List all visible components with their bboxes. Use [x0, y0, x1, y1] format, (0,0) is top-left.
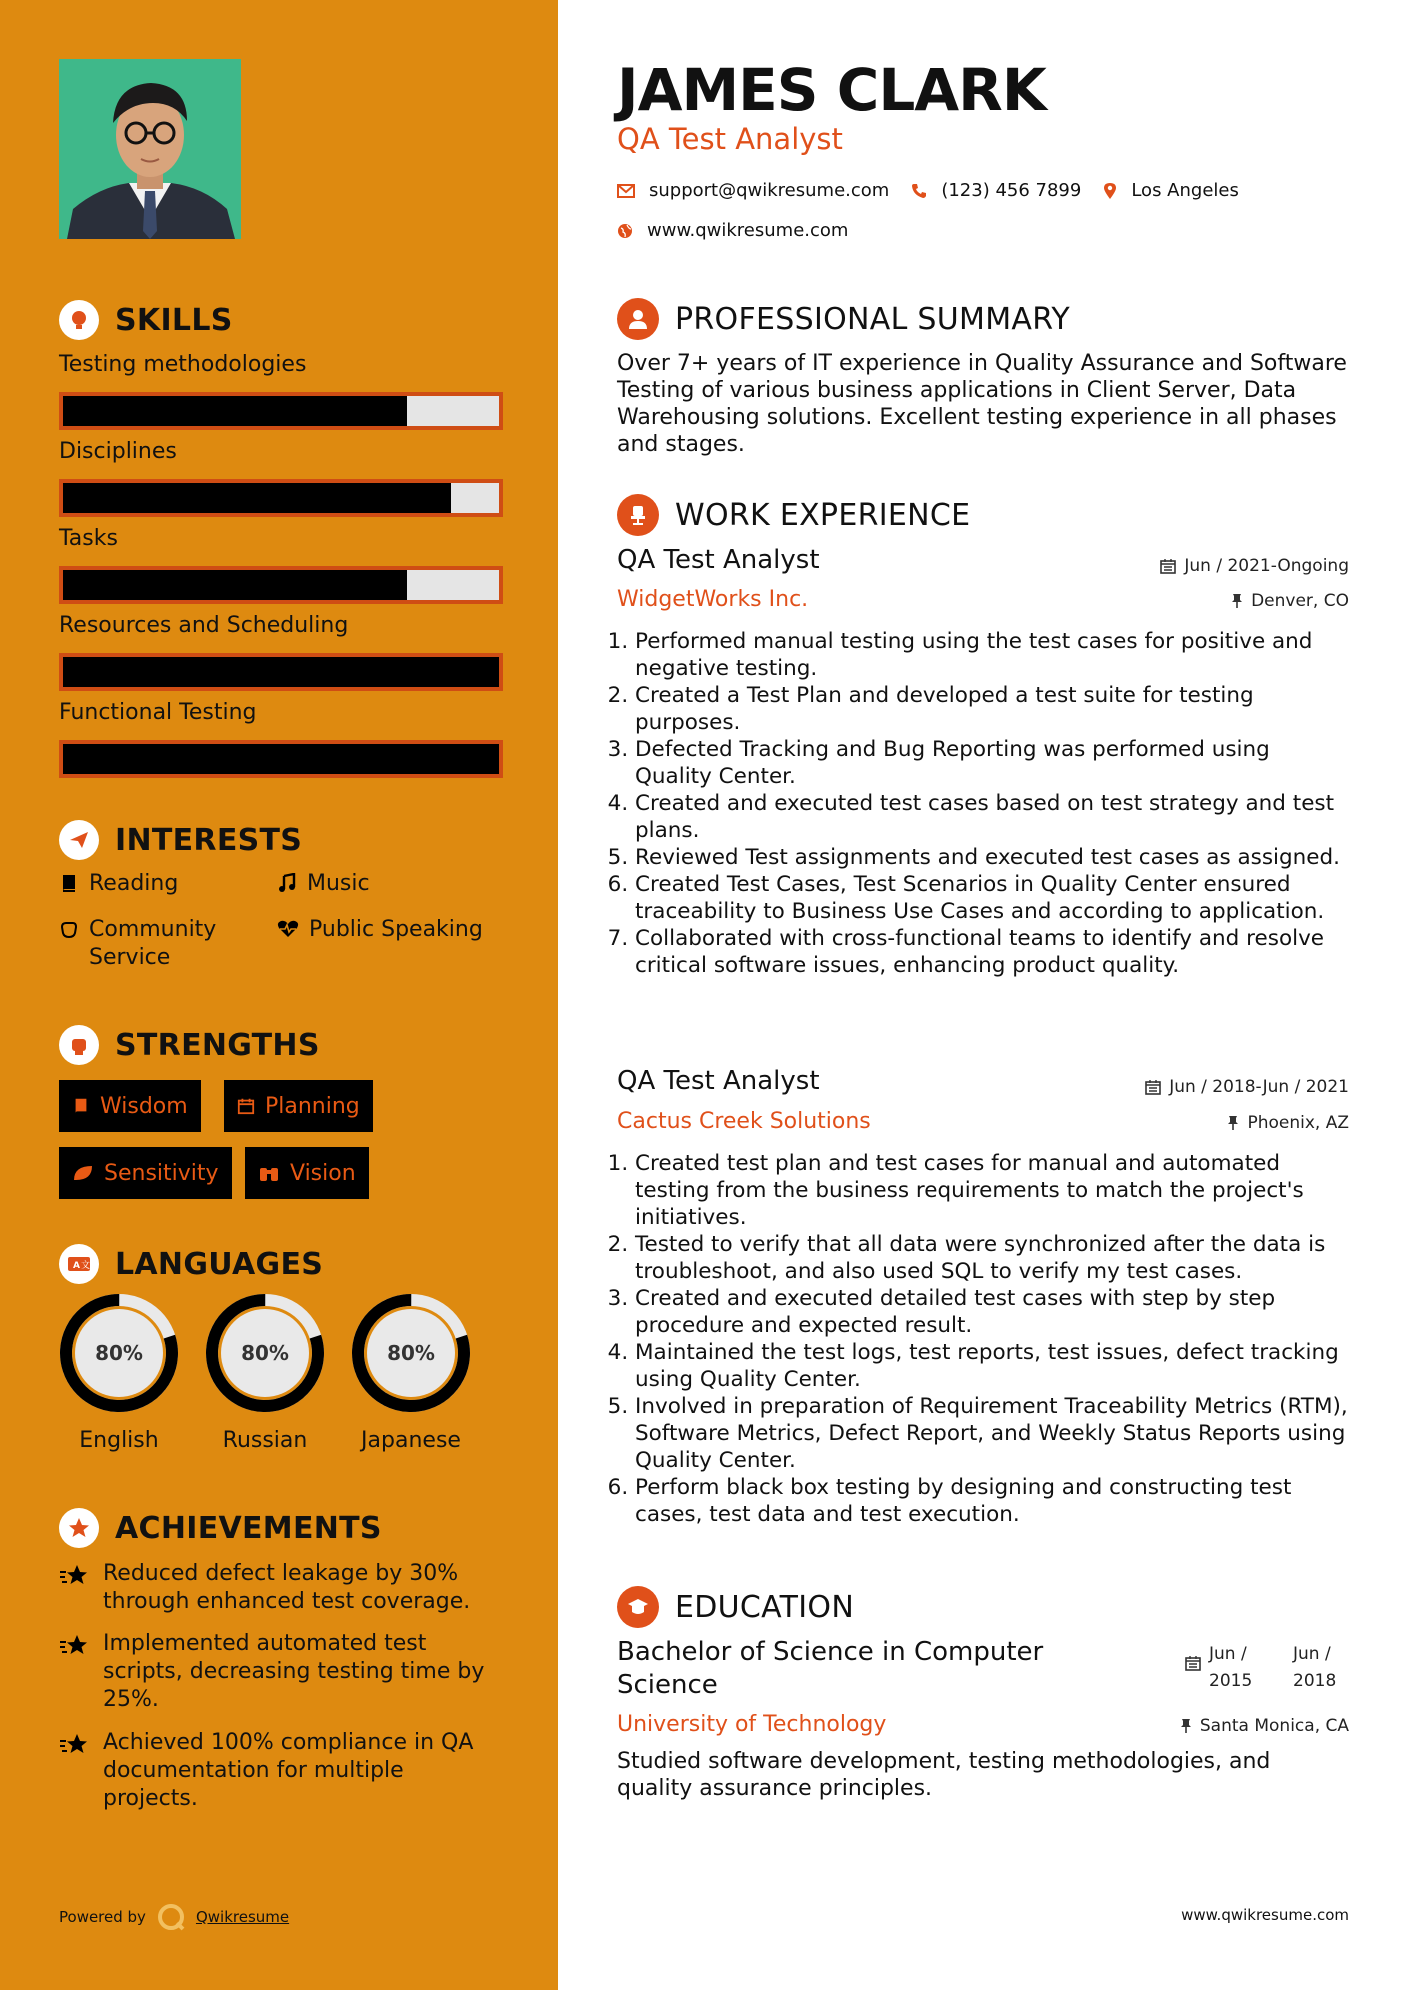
strength-tag: [245, 1147, 369, 1199]
skill-name: Disciplines: [59, 439, 177, 464]
pushpin-icon: [1180, 1718, 1192, 1734]
candidate-name: JAMES CLARK: [617, 56, 1046, 124]
binoculars-icon: [258, 1164, 280, 1182]
skill-bar: [59, 653, 503, 691]
skill-fill: [63, 744, 499, 774]
paper-plane-icon: [59, 820, 99, 860]
language-percent: 80%: [387, 1341, 435, 1365]
language-name: Russian: [222, 1428, 308, 1453]
skill-bar: [59, 740, 503, 778]
star-icon: [59, 1634, 91, 1658]
skill-item: [59, 352, 503, 430]
contact-phone[interactable]: (123) 456 7899: [941, 180, 1082, 201]
job-bullet: 1. Performed manual testing using the test cases for positive and negative testing.: [635, 628, 1349, 682]
interests-title: INTERESTS: [115, 822, 303, 858]
company-name: WidgetWorks Inc.: [617, 587, 809, 612]
skill-fill: [63, 396, 407, 426]
strength-label: Wisdom: [100, 1093, 188, 1119]
skill-fill: [63, 570, 407, 600]
globe-icon: [617, 223, 633, 239]
powered-by-label: Powered by: [59, 1908, 146, 1926]
envelope-icon: [617, 184, 635, 198]
job-location: [1231, 591, 1349, 611]
language-percent: 80%: [95, 1341, 143, 1365]
job-bullets: [617, 1150, 1349, 1528]
education-description: Studied software development, testing methodologies, and quality assurance principles.: [617, 1749, 1271, 1801]
language-name: English: [79, 1428, 159, 1453]
skill-item: [59, 700, 503, 778]
calendar-icon: [1145, 1079, 1161, 1095]
powered-by: [59, 1902, 289, 1932]
phone-icon: [911, 183, 927, 199]
contact-email[interactable]: support@qwikresume.com: [649, 180, 890, 201]
languages-heading: [59, 1244, 323, 1284]
strength-tag: [224, 1080, 373, 1132]
job-bullet: 5. Involved in preparation of Requirement Traceability Metrics (RTM), Software Metrics, Defect Report, and Weekly Status Reports using Quality Center.: [635, 1393, 1349, 1474]
interest-label: Community Service: [89, 917, 217, 970]
job-dates: [1145, 1077, 1349, 1097]
job-dates-text: Jun / 2018-Jun / 2021: [1169, 1077, 1349, 1097]
office-chair-icon: [617, 494, 659, 536]
skill-item: [59, 526, 503, 604]
pushpin-icon: [1227, 1115, 1239, 1131]
degree-title: Bachelor of Science in Computer Science: [617, 1637, 1044, 1700]
skill-name: Tasks: [59, 526, 118, 551]
education-location: [1180, 1716, 1349, 1736]
strength-label: Sensitivity: [104, 1160, 219, 1186]
job-dates: [1160, 556, 1349, 576]
job-bullet: 2. Tested to verify that all data were synchronized after the data is troubleshoot, and also used SQL to verify my test cases.: [635, 1231, 1349, 1285]
interest-item: [277, 916, 483, 944]
job-title: QA Test Analyst: [617, 545, 820, 575]
education-title: EDUCATION: [675, 1589, 855, 1625]
job-bullet: 6. Created Test Cases, Test Scenarios in Quality Center ensured traceability to Business Use Cases and according to application.: [635, 871, 1349, 925]
education-dates: [1185, 1641, 1349, 1695]
achievement-item: [59, 1630, 499, 1714]
achievement-text: Reduced defect leakage by 30% through enhanced test coverage.: [103, 1561, 471, 1614]
calendar-icon: [1185, 1655, 1201, 1671]
star-icon: [59, 1733, 91, 1757]
summary-title: PROFESSIONAL SUMMARY: [675, 301, 1071, 337]
achievement-item: [59, 1560, 499, 1616]
education-location-text: Santa Monica, CA: [1199, 1716, 1349, 1736]
job-location-text: Phoenix, AZ: [1247, 1113, 1349, 1133]
skill-name: Testing methodologies: [59, 352, 307, 377]
skill-item: [59, 439, 503, 517]
calendar-icon: [237, 1097, 255, 1115]
company-name: Cactus Creek Solutions: [617, 1109, 871, 1134]
strength-tag: [59, 1080, 201, 1132]
book-icon: [72, 1097, 90, 1115]
svg-text:文: 文: [81, 1261, 91, 1271]
skill-fill: [63, 657, 499, 687]
website-row: [617, 220, 848, 241]
language-name: Japanese: [361, 1428, 461, 1453]
job-bullet: 7. Collaborated with cross-functional teams to identify and resolve critical software issues, enhancing product quality.: [635, 925, 1349, 979]
star-icon: [59, 1564, 91, 1588]
language-item: [204, 1292, 326, 1453]
language-icon: [59, 1244, 99, 1284]
pushpin-icon: [1231, 593, 1243, 609]
job-dates-text: Jun / 2021-Ongoing: [1184, 556, 1349, 576]
skills-heading: [59, 300, 233, 340]
interests-heading: [59, 820, 302, 860]
school-name: University of Technology: [617, 1712, 887, 1737]
job-title: QA Test Analyst: [617, 1066, 820, 1096]
interest-item: [59, 870, 178, 898]
strengths-heading: [59, 1025, 320, 1065]
map-pin-icon: [1103, 182, 1117, 200]
strength-label: Vision: [290, 1160, 356, 1186]
job-bullets: [617, 628, 1349, 979]
fist-icon: [59, 1025, 99, 1065]
language-item: [350, 1292, 472, 1453]
job-bullet: 3. Defected Tracking and Bug Reporting was performed using Quality Center.: [635, 736, 1349, 790]
interest-label: Music: [307, 871, 370, 896]
graduation-icon: [617, 1586, 659, 1628]
education-heading: [617, 1586, 854, 1628]
job-bullet: 6. Perform black box testing by designing and constructing test cases, test data and test execution.: [635, 1474, 1349, 1528]
footer-url[interactable]: www.qwikresume.com: [1181, 1906, 1349, 1924]
job-location: [1227, 1113, 1349, 1133]
experience-title: WORK EXPERIENCE: [675, 497, 971, 533]
language-percent: 80%: [241, 1341, 289, 1365]
languages-title: LANGUAGES: [115, 1246, 324, 1282]
education-end: Jun / 2018: [1293, 1644, 1337, 1691]
job-bullet: 4. Maintained the test logs, test reports, test issues, defect tracking using Quality Center.: [635, 1339, 1349, 1393]
skill-fill: [63, 483, 451, 513]
interest-label: Reading: [89, 871, 179, 896]
job-bullet: 3. Created and executed detailed test cases with step by step procedure and expected result.: [635, 1285, 1349, 1339]
interest-item: [277, 870, 370, 898]
strength-tag: [59, 1147, 232, 1199]
interest-item: [59, 916, 249, 972]
calendar-icon: [1160, 558, 1176, 574]
summary-text: Over 7+ years of IT experience in Quality Assurance and Software Testing of various business applications in Client Server, Data Warehousing solutions. Excellent testing experience in all phases and stages.: [617, 351, 1347, 457]
skill-bar: [59, 479, 503, 517]
strength-label: Planning: [265, 1093, 360, 1119]
job-bullet: 5. Reviewed Test assignments and executed test cases as assigned.: [635, 844, 1349, 871]
achievement-text: Implemented automated test scripts, decreasing testing time by 25%.: [103, 1631, 485, 1712]
achievements-heading: [59, 1508, 382, 1548]
lightbulb-icon: [59, 300, 99, 340]
sidebar: [0, 0, 558, 1990]
book-icon: [59, 873, 79, 893]
job-bullet: 2. Created a Test Plan and developed a test suite for testing purposes.: [635, 682, 1349, 736]
leaf-icon: [72, 1164, 94, 1182]
skill-item: [59, 613, 503, 691]
skill-name: Resources and Scheduling: [59, 613, 349, 638]
job-bullet: 4. Created and executed test cases based on test strategy and test plans.: [635, 790, 1349, 844]
contact-website[interactable]: www.qwikresume.com: [647, 220, 849, 241]
job-location-text: Denver, CO: [1251, 591, 1349, 611]
education-start: Jun / 2015: [1209, 1644, 1253, 1691]
experience-heading: [617, 494, 970, 536]
star-icon: [59, 1508, 99, 1548]
skill-name: Functional Testing: [59, 700, 257, 725]
interest-label: Public Speaking: [309, 917, 483, 942]
candidate-role: QA Test Analyst: [617, 122, 843, 156]
skill-bar: [59, 566, 503, 604]
summary-heading: [617, 298, 1070, 340]
qwikresume-link[interactable]: Qwikresume: [195, 1908, 290, 1926]
user-icon: [617, 298, 659, 340]
language-item: [58, 1292, 180, 1453]
profile-photo: [59, 59, 241, 239]
hand-icon: [59, 919, 79, 939]
contact-row: [617, 180, 1239, 201]
svg-text:A: A: [73, 1261, 80, 1271]
contact-location: Los Angeles: [1131, 180, 1239, 201]
achievements-title: ACHIEVEMENTS: [115, 1510, 382, 1546]
strengths-title: STRENGTHS: [115, 1027, 320, 1063]
heartbeat-icon: [277, 919, 299, 939]
qwikresume-logo-icon: [156, 1902, 186, 1932]
job-bullet: 1. Created test plan and test cases for manual and automated testing from the business requirements to match the project's initiatives.: [635, 1150, 1349, 1231]
skills-title: SKILLS: [115, 302, 233, 338]
achievement-text: Achieved 100% compliance in QA documentation for multiple projects.: [103, 1730, 474, 1811]
skill-bar: [59, 392, 503, 430]
achievement-item: [59, 1729, 499, 1813]
music-note-icon: [277, 873, 297, 893]
